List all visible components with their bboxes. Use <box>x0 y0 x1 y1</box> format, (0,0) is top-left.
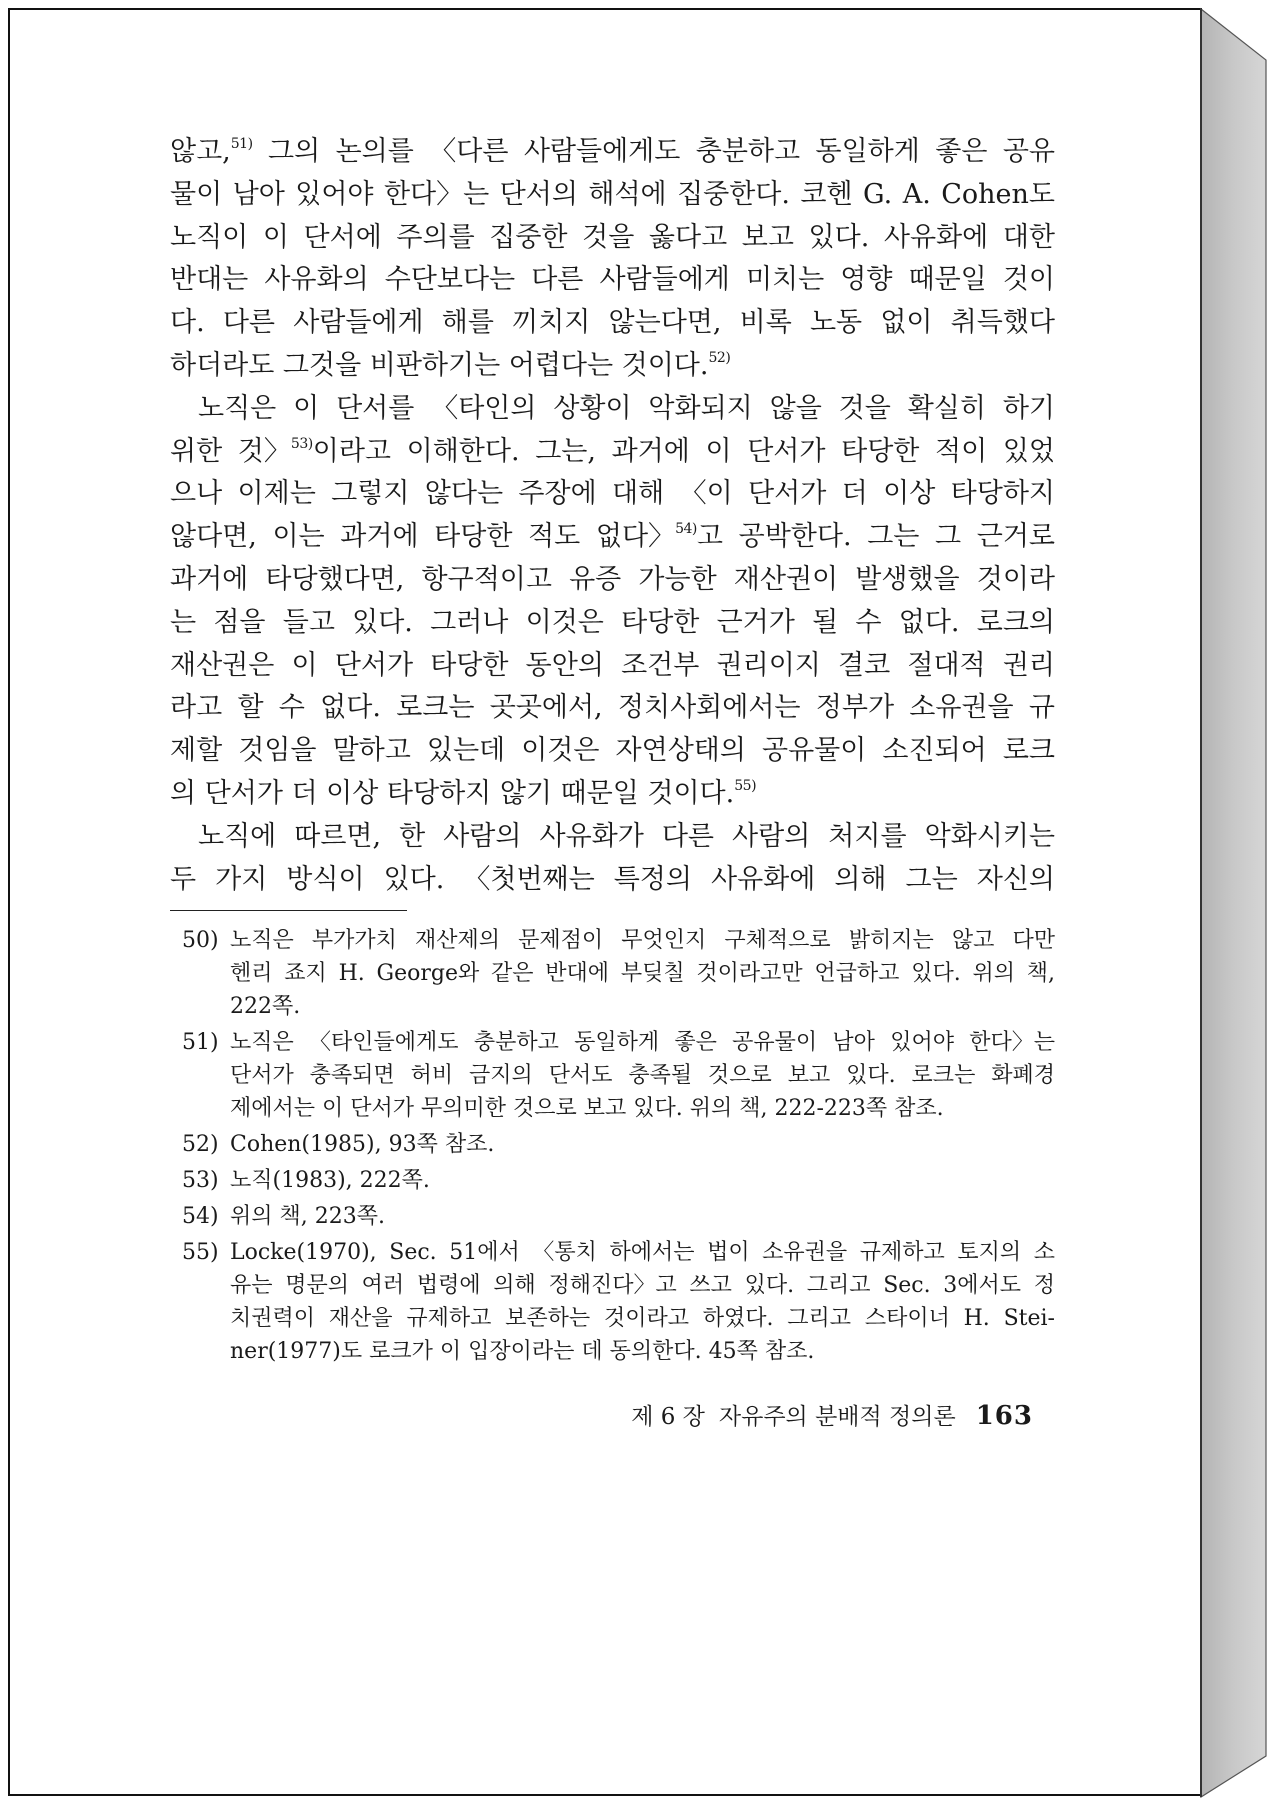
body-line <box>170 259 1055 302</box>
footnote-line <box>230 1302 1055 1335</box>
line-text: 노직은 부가가치 재산제의 문제점이 무엇인지 구체적으로 밝히지는 않고 다만 <box>230 928 1055 953</box>
footnote-line <box>230 1200 1055 1233</box>
footnote-line <box>230 957 1055 990</box>
line-text: 유는 명문의 여러 법령에 의해 정해진다〉고 쓰고 있다. 그리고 Sec. 3에서도 정 <box>230 1273 1055 1298</box>
footnote-line <box>230 1128 1055 1161</box>
body-line <box>170 816 1055 859</box>
line-text: Locke(1970), Sec. 51에서 〈통치 하에서는 법이 소유권을 규제하고 토지의 소 <box>230 1240 1055 1265</box>
footnote-number: 52) <box>182 1132 219 1157</box>
footnote-number: 50) <box>182 928 219 953</box>
body-line <box>170 559 1055 602</box>
paragraph <box>170 131 1055 388</box>
chapter-title: 자유주의 분배적 정의론 <box>718 1404 956 1430</box>
footnote-reference: 53) <box>290 435 313 452</box>
line-text: 라고 할 수 없다. 로크는 곳곳에서, 정치사회에서는 정부가 소유권을 규 <box>170 692 1055 724</box>
footnote-reference: 51) <box>230 136 253 153</box>
body-line <box>170 773 1055 816</box>
footnote-line <box>230 990 1055 1023</box>
line-text: 노직(1983), 222쪽. <box>230 1168 430 1193</box>
line-text: 는 점을 들고 있다. 그러나 이것은 타당한 근거가 될 수 없다. 로크의 <box>170 606 1055 638</box>
line-text: 헨리 죠지 H. George와 같은 반대에 부딪칠 것이라고만 언급하고 있다. 위의 책, <box>230 961 1055 986</box>
footnote-line <box>230 1026 1055 1059</box>
line-text: 제할 것임을 말하고 있는데 이것은 자연상태의 공유물이 소진되어 로크 <box>170 735 1055 767</box>
line-text: 단서가 충족되면 허비 금지의 단서도 충족될 것으로 보고 있다. 로크는 화폐경 <box>230 1063 1055 1088</box>
line-text: 으나 이제는 그렇지 않다는 주장에 대해 〈이 단서가 더 이상 타당하지 <box>170 478 1055 510</box>
line-text: 노직은 이 단서를 〈타인의 상황이 악화되지 않을 것을 확실히 하기 <box>198 392 1055 424</box>
body-line <box>170 859 1055 902</box>
footnote <box>170 1026 1055 1125</box>
footnote-number: 53) <box>182 1168 219 1193</box>
body-line <box>170 516 1055 559</box>
line-text: 위의 책, 223쪽. <box>230 1204 385 1229</box>
body-line <box>170 431 1055 474</box>
footnote <box>170 1128 1055 1161</box>
line-text: 재산권은 이 단서가 타당한 동안의 조건부 권리이지 결코 절대적 권리 <box>170 649 1055 681</box>
footnote <box>170 924 1055 1023</box>
chapter-label: 제 6 장 <box>631 1404 705 1430</box>
line-text: 노직은 〈타인들에게도 충분하고 동일하게 좋은 공유물이 남아 있어야 한다〉는 <box>230 1030 1055 1055</box>
body-line <box>170 345 1055 388</box>
line-text: 위한 것〉 <box>170 435 291 467</box>
body-line <box>170 473 1055 516</box>
footnote <box>170 1200 1055 1233</box>
footnote-line <box>230 924 1055 957</box>
line-text: 않다면, 이는 과거에 타당한 적도 없다〉 <box>170 521 676 553</box>
footnote-number: 54) <box>182 1204 219 1229</box>
line-text: ner(1977)도 로크가 이 입장이라는 데 동의한다. 45쪽 참조. <box>230 1339 815 1364</box>
footnote-line <box>230 1059 1055 1092</box>
footnote <box>170 1236 1055 1368</box>
footnote-line <box>230 1335 1055 1368</box>
footnotes <box>170 924 1055 1368</box>
line-text: 노직에 따르면, 한 사람의 사유화가 다른 사람의 처지를 악화시키는 <box>198 820 1055 852</box>
line-text: 의 단서가 더 이상 타당하지 않기 때문일 것이다. <box>170 777 735 809</box>
footnote-number: 55) <box>182 1240 219 1265</box>
line-text: 물이 남아 있어야 한다〉는 단서의 해석에 집중한다. 코헨 G. A. Cohen도 <box>170 178 1055 210</box>
body-line <box>170 302 1055 345</box>
line-text: 고 공박한다. 그는 그 근거로 <box>696 521 1055 553</box>
footnote-line <box>230 1236 1055 1269</box>
page-number: 163 <box>975 1401 1033 1431</box>
footnote-line <box>230 1092 1055 1125</box>
line-text: 두 가지 방식이 있다. 〈첫번째는 특정의 사유화에 의해 그는 자신의 <box>170 863 1055 895</box>
line-text: 222쪽. <box>230 994 301 1019</box>
line-text: 치권력이 재산을 규제하고 보존하는 것이라고 하였다. 그리고 스타이너 H. Stei- <box>230 1306 1055 1331</box>
footnote <box>170 1164 1055 1197</box>
line-text: 이라고 이해한다. 그는, 과거에 이 단서가 타당한 적이 있었 <box>312 435 1055 467</box>
body-line <box>170 730 1055 773</box>
body-text <box>170 131 1055 901</box>
running-footer <box>560 1400 1033 1433</box>
body-line <box>170 645 1055 688</box>
line-text: 하더라도 그것을 비판하기는 어렵다는 것이다. <box>170 349 709 381</box>
paragraph <box>170 388 1055 816</box>
footnote-line <box>230 1269 1055 1302</box>
body-line <box>170 687 1055 730</box>
line-text: Cohen(1985), 93쪽 참조. <box>230 1132 495 1157</box>
line-text: 반대는 사유화의 수단보다는 다른 사람들에게 미치는 영향 때문일 것이 <box>170 264 1055 296</box>
body-line <box>170 131 1055 174</box>
line-text: 그의 논의를 〈다른 사람들에게도 충분하고 동일하게 좋은 공유 <box>252 136 1055 167</box>
body-line <box>170 602 1055 645</box>
footnote-reference: 55) <box>734 778 757 795</box>
body-line <box>170 388 1055 431</box>
footnote-rule <box>170 910 407 911</box>
line-text: 않고, <box>170 136 231 167</box>
footnote-number: 51) <box>182 1030 219 1055</box>
line-text: 제에서는 이 단서가 무의미한 것으로 보고 있다. 위의 책, 222-223쪽 참조. <box>230 1096 944 1121</box>
line-text: 과거에 타당했다면, 항구적이고 유증 가능한 재산권이 발생했을 것이라 <box>170 563 1055 595</box>
body-line <box>170 217 1055 260</box>
line-text: 다. 다른 사람들에게 해를 끼치지 않는다면, 비록 노동 없이 취득했다 <box>170 307 1055 339</box>
paragraph <box>170 816 1055 902</box>
book-edge <box>1201 9 1266 1797</box>
footnote-line <box>230 1164 1055 1197</box>
line-text: 노직이 이 단서에 주의를 집중한 것을 옳다고 보고 있다. 사유화에 대한 <box>170 221 1055 253</box>
footnote-reference: 54) <box>675 521 697 538</box>
body-line <box>170 174 1055 217</box>
footnote-reference: 52) <box>708 350 731 367</box>
